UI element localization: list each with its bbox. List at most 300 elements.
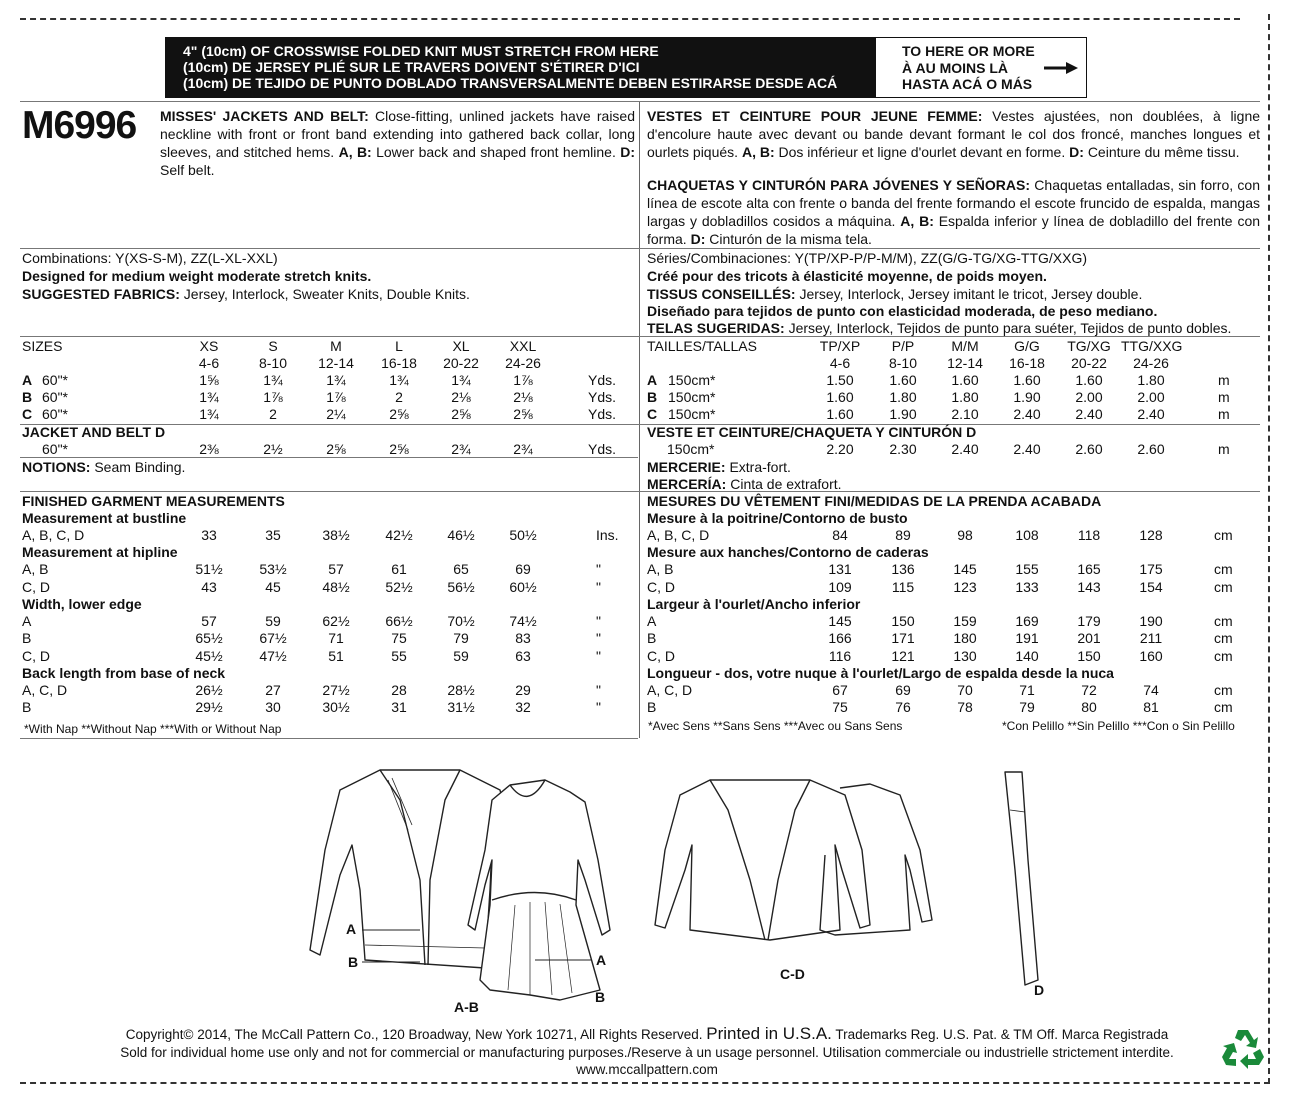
- fr-meas-heading-1: Mesure aux hanches/Contorno de caderas: [647, 544, 929, 561]
- fr-meas-value: 69: [895, 681, 911, 698]
- banner-right-1: TO HERE OR MORE: [902, 43, 1035, 59]
- fr-meas-value: 179: [1077, 612, 1101, 629]
- en-meas-value: 65½: [195, 630, 223, 647]
- fr-view-2: C: [647, 406, 658, 422]
- fr-yardage-value: 1.90: [1013, 389, 1041, 405]
- rule-bottom-en: [20, 738, 638, 739]
- fr-fabrics-text: Jersey, Interlock, Jersey imitant le tricot, Jersey double.: [799, 286, 1143, 302]
- fr-meas-unit: cm: [1214, 561, 1233, 578]
- illus-label-d: D: [1034, 982, 1045, 998]
- copyright-text: Copyright© 2014, The McCall Pattern Co., 120 Broadway, New York 10271, All Rights Reserved.: [125, 1027, 703, 1042]
- fr-notions-label: MERCERIE:: [647, 459, 726, 475]
- en-jacket-belt-value: 2¾: [451, 441, 471, 457]
- fr-combinations: Séries/Combinaciones: Y(TP/XP-P/P-M/M), ZZ(G/G-TG/XG-TTG/XXG): [647, 250, 1088, 266]
- en-size-num-4: 20-22: [443, 355, 479, 371]
- fr-meas-value: 150: [1077, 647, 1101, 664]
- en-yardage-value: 1¾: [326, 372, 346, 388]
- fr-jacket-belt-unit: m: [1218, 441, 1230, 457]
- fr-meas-value: 128: [1139, 527, 1163, 543]
- es-ab-text: Espalda inferior y línea de dobladillo del frente con forma.: [647, 213, 1261, 247]
- usage-notice: Sold for individual home use only and not for commercial or manufacturing purposes./Reserve à un usage personnel. Utilisation commerciale ou industrielle strictement interdite.: [120, 1045, 1174, 1060]
- fr-meas-value: 108: [1015, 527, 1039, 543]
- fr-yardage-value: 1.80: [951, 389, 979, 405]
- right-cut-line: [1268, 14, 1270, 1084]
- en-notions: [22, 459, 185, 476]
- fr-meas-value: 84: [832, 527, 848, 543]
- en-yardage-value: 2⅛: [513, 389, 533, 405]
- fr-yardage-value: 1.60: [1013, 372, 1041, 388]
- fr-meas-unit: cm: [1214, 630, 1233, 647]
- fr-nap-note: *Avec Sens **Sans Sens ***Avec ou Sans Sens: [648, 719, 903, 733]
- fr-jacket-belt-value: 2.60: [1075, 441, 1103, 457]
- fr-meas-value: 159: [953, 612, 977, 629]
- en-jacket-belt-value: 2⅜: [199, 441, 219, 457]
- en-meas-heading-1: Measurement at hipline: [22, 544, 178, 561]
- banner-right-3: HASTA ACÁ O MÁS: [902, 76, 1033, 92]
- en-meas-value: 35: [265, 527, 281, 543]
- en-yardage-value: 2: [269, 406, 277, 422]
- fr-size-1: P/P: [891, 338, 915, 354]
- fr-meas-value: 109: [828, 578, 852, 595]
- fr-jacket-belt-value: 2.30: [889, 441, 917, 457]
- en-meas-value: 29: [515, 681, 531, 698]
- fr-sizes-label: TAILLES/TALLAS: [647, 338, 757, 354]
- fr-meas-value: 191: [1015, 630, 1039, 647]
- fr-meas-value: 133: [1015, 578, 1039, 595]
- website-url: www.mccallpattern.com: [572, 1062, 722, 1077]
- fr-meas-row-label: A: [647, 612, 657, 629]
- banner-line-1: 4" (10cm) OF CROSSWISE FOLDED KNIT MUST STRETCH FROM HERE: [183, 43, 659, 59]
- en-size-num-5: 24-26: [505, 355, 541, 371]
- fr-meas-value: 115: [891, 578, 915, 595]
- fr-meas-value: 165: [1077, 561, 1101, 578]
- arrow-right-icon: [1044, 62, 1078, 74]
- en-meas-unit: ": [596, 612, 601, 629]
- es-notions: [647, 476, 842, 493]
- fr-meas-row-label: B: [647, 630, 657, 647]
- en-meas-value: 30½: [322, 699, 350, 716]
- fr-meas-row-label: C, D: [647, 578, 675, 595]
- fr-yardage-value: 1.80: [1137, 372, 1165, 388]
- en-sizes-label: SIZES: [22, 338, 63, 354]
- en-unit-1: Yds.: [588, 389, 617, 405]
- en-finished-heading: FINISHED GARMENT MEASUREMENTS: [22, 493, 285, 509]
- en-meas-value: 57: [201, 612, 217, 629]
- en-meas-value: 62½: [322, 612, 350, 629]
- fr-yardage-value: 1.90: [889, 406, 917, 422]
- fr-meas-heading-3: Longueur - dos, votre nuque à l'ourlet/Largo de espalda desde la nuca: [647, 664, 1114, 681]
- en-width-2: 60"*: [42, 406, 68, 422]
- fr-jacket-belt-value: 2.40: [1013, 441, 1041, 457]
- en-unit-0: Yds.: [588, 372, 617, 388]
- en-meas-value: 31: [391, 699, 407, 716]
- fr-jacket-belt-value: 2.40: [951, 441, 979, 457]
- fr-meas-value: 190: [1139, 612, 1163, 629]
- es-notions-text: Cinta de extrafort.: [730, 476, 842, 492]
- en-yardage-value: 1⅝: [199, 372, 219, 388]
- en-meas-unit: Ins.: [596, 527, 619, 543]
- en-meas-row-label: A, C, D: [22, 681, 68, 698]
- en-meas-value: 53½: [259, 561, 287, 578]
- fr-fabrics: [647, 286, 1142, 303]
- en-meas-unit: ": [596, 578, 601, 595]
- en-jacket-belt-label: JACKET AND BELT D: [22, 424, 166, 440]
- fr-meas-value: 89: [895, 527, 911, 543]
- en-meas-value: 75: [391, 630, 407, 647]
- en-meas-value: 60½: [509, 578, 537, 595]
- en-width-0: 60"*: [42, 372, 68, 388]
- en-meas-value: 46½: [447, 527, 475, 543]
- fr-meas-value: 121: [891, 647, 915, 664]
- en-nap-note: *With Nap **Without Nap ***With or Without Nap: [24, 722, 282, 736]
- fr-description: [647, 107, 1260, 161]
- fr-fabrics-label: TISSUS CONSEILLÉS:: [647, 286, 796, 302]
- en-ab-label: A, B:: [338, 144, 372, 160]
- en-meas-value: 67½: [259, 630, 287, 647]
- fr-designed: Créé pour des tricots à élasticité moyenne, de poids moyen.: [647, 268, 1047, 284]
- es-description: [647, 176, 1260, 248]
- es-ab-label: A, B:: [900, 213, 934, 229]
- fr-size-3: G/G: [1014, 338, 1040, 354]
- en-view-1: B: [22, 389, 33, 405]
- en-meas-value: 31½: [447, 699, 475, 716]
- en-meas-unit: ": [596, 699, 601, 716]
- illus-label-b: B: [348, 954, 359, 970]
- rule-sizes: [20, 336, 1260, 337]
- es-d-label: D:: [690, 231, 706, 247]
- en-meas-value: 83: [515, 630, 531, 647]
- en-meas-value: 70½: [447, 612, 475, 629]
- fr-meas-unit: cm: [1214, 527, 1233, 543]
- fr-meas-unit: cm: [1214, 699, 1233, 716]
- en-meas-unit: ": [596, 681, 601, 698]
- en-jacket-belt-value: 2⅝: [389, 441, 409, 457]
- en-notions-text: Seam Binding.: [94, 459, 186, 475]
- en-yardage-value: 2⅝: [451, 406, 471, 422]
- belt-d-drawing: [1005, 772, 1038, 985]
- en-jacket-belt-unit: Yds.: [588, 441, 617, 457]
- en-meas-value: 65: [453, 561, 469, 578]
- fr-meas-row-label: B: [647, 699, 657, 716]
- en-meas-unit: ": [596, 630, 601, 647]
- fr-notions: [647, 459, 791, 476]
- fr-d-text: Ceinture du même tissu.: [1087, 144, 1240, 160]
- en-meas-heading-3: Back length from base of neck: [22, 664, 226, 681]
- fr-meas-value: 116: [828, 647, 852, 664]
- illus-label-b2: B: [595, 989, 606, 1005]
- en-meas-value: 30: [265, 699, 281, 716]
- en-meas-value: 27½: [322, 681, 350, 698]
- fr-meas-heading-0: Mesure à la poitrine/Contorno de busto: [647, 510, 908, 526]
- fr-width-0: 150cm*: [668, 372, 716, 388]
- fr-meas-value: 81: [1143, 699, 1159, 716]
- bottom-cut-line: [20, 1082, 1270, 1084]
- es-desc: Chaquetas entalladas, sin forro, con línea de escote alta con frente o banda del frente formando el escote fruncido de espalda, mangas largas y dobladillos cosidos a máquina.: [647, 177, 1260, 229]
- fr-meas-value: 136: [891, 561, 915, 578]
- en-meas-value: 66½: [385, 612, 413, 629]
- en-meas-value: 51: [328, 647, 344, 664]
- fr-yardage-value: 1.60: [826, 406, 854, 422]
- fr-unit-1: m: [1218, 389, 1230, 405]
- es-title: CHAQUETAS Y CINTURÓN PARA JÓVENES Y SEÑORAS:: [647, 177, 1031, 193]
- en-d-label: D:: [620, 144, 636, 160]
- fr-meas-value: 143: [1077, 578, 1101, 595]
- en-meas-value: 57: [328, 561, 344, 578]
- en-meas-unit: ": [596, 561, 601, 578]
- es-fabrics-text: Jersey, Interlock, Tejidos de punto para suéter, Tejidos de punto dobles.: [788, 320, 1232, 336]
- trademarks-text: Trademarks Reg. U.S. Pat. & TM Off. Marca Registrada: [835, 1027, 1169, 1042]
- fr-meas-value: 180: [953, 630, 977, 647]
- en-meas-row-label: B: [22, 630, 32, 647]
- en-meas-value: 45½: [195, 647, 223, 664]
- en-yardage-value: 2⅛: [451, 389, 471, 405]
- banner-line-2: (10cm) DE JERSEY PLIÉ SUR LE TRAVERS DOIVENT S'ÉTIRER D'ICI: [183, 59, 640, 75]
- fr-jacket-belt-value: 2.20: [826, 441, 854, 457]
- en-jacket-belt-width: 60"*: [42, 441, 68, 457]
- fr-meas-row-label: C, D: [647, 647, 675, 664]
- en-notions-label: NOTIONS:: [22, 459, 91, 475]
- rule-top: [20, 101, 1260, 102]
- stretch-gauge-banner: [165, 37, 1087, 98]
- en-size-5: XXL: [509, 338, 537, 354]
- en-meas-value: 28½: [447, 681, 475, 698]
- fr-meas-heading-2: Largeur à l'ourlet/Ancho inferior: [647, 595, 861, 612]
- fr-meas-value: 131: [828, 561, 852, 578]
- en-meas-value: 56½: [447, 578, 475, 595]
- fr-title: VESTES ET CEINTURE POUR JEUNE FEMME:: [647, 108, 983, 124]
- en-yardage-value: 2¼: [326, 406, 346, 422]
- fr-size-num-2: 12-14: [947, 355, 983, 371]
- en-meas-value: 52½: [385, 578, 413, 595]
- rule-finished: [20, 491, 1260, 492]
- fr-yardage-value: 1.50: [826, 372, 854, 388]
- en-meas-value: 63: [515, 647, 531, 664]
- en-yardage-value: 2: [395, 389, 403, 405]
- garment-illustrations: [280, 750, 1080, 1018]
- fr-meas-row-label: A, B: [647, 561, 674, 578]
- es-notions-label: MERCERÍA:: [647, 476, 727, 492]
- fr-meas-value: 78: [957, 699, 973, 716]
- fr-meas-value: 166: [828, 630, 852, 647]
- en-meas-heading-2: Width, lower edge: [22, 595, 142, 612]
- en-width-1: 60"*: [42, 389, 68, 405]
- illus-label-a: A: [346, 921, 357, 937]
- fr-meas-value: 171: [891, 630, 915, 647]
- en-unit-2: Yds.: [588, 406, 617, 422]
- fr-meas-value: 211: [1139, 630, 1163, 647]
- fr-width-1: 150cm*: [668, 389, 716, 405]
- fr-meas-value: 150: [891, 612, 915, 629]
- en-combinations: Combinations: Y(XS-S-M), ZZ(L-XL-XXL): [22, 250, 278, 266]
- fr-meas-row-label: A, B, C, D: [647, 527, 710, 543]
- fr-size-num-3: 16-18: [1009, 355, 1045, 371]
- en-meas-unit: ": [596, 647, 601, 664]
- fr-meas-value: 145: [953, 561, 977, 578]
- en-yardage-value: 2⅝: [389, 406, 409, 422]
- en-title: MISSES' JACKETS AND BELT:: [160, 108, 369, 124]
- en-description: [160, 107, 635, 179]
- en-meas-value: 33: [201, 527, 217, 543]
- en-meas-value: 61: [391, 561, 407, 578]
- en-yardage-value: 1⅞: [326, 389, 346, 405]
- fr-size-2: M/M: [951, 338, 979, 354]
- fr-unit-2: m: [1218, 406, 1230, 422]
- fr-meas-value: 118: [1077, 527, 1101, 543]
- en-size-num-3: 16-18: [381, 355, 417, 371]
- en-meas-value: 27: [265, 681, 281, 698]
- en-meas-value: 79: [453, 630, 469, 647]
- en-meas-value: 26½: [195, 681, 223, 698]
- rule-combinations: [20, 248, 1260, 249]
- fr-meas-row-label: A, C, D: [647, 681, 693, 698]
- fr-meas-value: 145: [828, 612, 852, 629]
- en-designed: Designed for medium weight moderate stretch knits.: [22, 268, 372, 284]
- fr-meas-value: 72: [1081, 681, 1097, 698]
- fr-yardage-value: 1.60: [889, 372, 917, 388]
- fr-view-0: A: [647, 372, 658, 388]
- en-yardage-value: 1¾: [451, 372, 471, 388]
- url-line: [0, 1062, 1294, 1077]
- fr-meas-value: 70: [957, 681, 973, 698]
- fr-notions-text: Extra-fort.: [729, 459, 791, 475]
- fr-size-num-5: 24-26: [1133, 355, 1169, 371]
- fr-meas-value: 160: [1139, 647, 1163, 664]
- top-cut-line: [20, 18, 1240, 20]
- fr-yardage-value: 2.40: [1075, 406, 1103, 422]
- fr-meas-value: 175: [1139, 561, 1163, 578]
- fr-size-0: TP/XP: [819, 338, 861, 354]
- fr-desc: Vestes ajustées, non doublées, à ligne d'encolure haute avec devant ou bande devant formant le col dos froncé, manches longues et ourlets piqués.: [647, 108, 1261, 160]
- en-size-3: L: [395, 338, 403, 354]
- en-meas-row-label: C, D: [22, 647, 50, 664]
- en-meas-value: 32: [515, 699, 531, 716]
- es-fabrics: [647, 320, 1231, 337]
- fr-jacket-belt-label: VESTE ET CEINTURE/CHAQUETA Y CINTURÓN D: [647, 424, 977, 440]
- fr-meas-value: 130: [953, 647, 977, 664]
- en-yardage-value: 1¾: [199, 389, 219, 405]
- fr-yardage-value: 1.60: [951, 372, 979, 388]
- fr-meas-value: 140: [1015, 647, 1039, 664]
- fr-jacket-belt-width: 150cm*: [667, 441, 715, 457]
- en-ab-text: Lower back and shaped front hemline.: [376, 144, 616, 160]
- fr-jacket-belt-value: 2.60: [1137, 441, 1165, 457]
- en-meas-value: 74½: [509, 612, 537, 629]
- en-meas-value: 55: [391, 647, 407, 664]
- fr-size-num-0: 4-6: [829, 355, 851, 371]
- en-meas-value: 51½: [195, 561, 223, 578]
- en-yardage-value: 1⅞: [513, 372, 533, 388]
- fr-meas-value: 201: [1077, 630, 1101, 647]
- en-meas-value: 71: [328, 630, 344, 647]
- fr-yardage-value: 2.40: [1013, 406, 1041, 422]
- en-meas-value: 59: [265, 612, 281, 629]
- fr-finished-heading: MESURES DU VÊTEMENT FINI/MEDIDAS DE LA PRENDA ACABADA: [647, 493, 1102, 509]
- fr-meas-value: 154: [1139, 578, 1163, 595]
- en-meas-row-label: A: [22, 612, 32, 629]
- en-size-4: XL: [452, 338, 470, 354]
- fr-yardage-value: 2.40: [1137, 406, 1165, 422]
- en-size-0: XS: [199, 338, 219, 354]
- banner-right-2: À AU MOINS LÀ: [902, 59, 1009, 76]
- fr-size-5: TTG/XXG: [1121, 338, 1183, 354]
- pattern-number: M6996: [22, 104, 137, 147]
- jacket-c-front-drawing: [655, 780, 870, 940]
- illus-label-ab: A-B: [454, 999, 479, 1015]
- fr-ab-label: A, B:: [741, 144, 775, 160]
- fr-view-1: B: [647, 389, 658, 405]
- es-designed: Diseñado para tejidos de punto con elasticidad moderada, de peso mediano.: [647, 303, 1158, 319]
- en-yardage-value: 2⅝: [513, 406, 533, 422]
- stretch-target-box: [875, 37, 1087, 98]
- fr-width-2: 150cm*: [668, 406, 716, 422]
- fr-meas-value: 79: [1019, 699, 1035, 716]
- en-d-text: Self belt.: [160, 162, 215, 178]
- en-fabrics-text: Jersey, Interlock, Sweater Knits, Double Knits.: [183, 286, 470, 302]
- en-meas-row-label: B: [22, 699, 32, 716]
- en-meas-value: 45: [265, 578, 281, 595]
- en-size-1: S: [268, 338, 278, 354]
- printed-in: Printed in U.S.A.: [706, 1024, 832, 1043]
- en-size-2: M: [330, 338, 342, 354]
- fr-yardage-value: 2.10: [951, 406, 979, 422]
- en-meas-value: 43: [201, 578, 217, 595]
- en-meas-row-label: A, B, C, D: [22, 527, 85, 543]
- en-meas-value: 50½: [509, 527, 537, 543]
- es-d-text: Cinturón de la misma tela.: [709, 231, 872, 247]
- fr-meas-unit: cm: [1214, 612, 1233, 629]
- fr-meas-value: 74: [1143, 681, 1159, 698]
- en-meas-value: 38½: [322, 527, 350, 543]
- en-meas-value: 69: [515, 561, 531, 578]
- fr-ab-text: Dos inférieur et ligne d'ourlet devant en forme.: [778, 144, 1066, 160]
- fr-meas-value: 98: [957, 527, 973, 543]
- fr-size-4: TG/XG: [1067, 338, 1111, 354]
- fr-size-num-1: 8-10: [888, 355, 918, 371]
- fr-meas-value: 71: [1019, 681, 1035, 698]
- banner-line-3: (10cm) DE TEJIDO DE PUNTO DOBLADO TRANSVERSALMENTE DEBEN ESTIRARSE DESDE ACÁ: [183, 75, 838, 91]
- en-meas-value: 29½: [195, 699, 223, 716]
- fr-meas-unit: cm: [1214, 578, 1233, 595]
- illus-label-a2: A: [596, 952, 607, 968]
- en-meas-value: 48½: [322, 578, 350, 595]
- en-jacket-belt-value: 2⅝: [326, 441, 346, 457]
- fr-meas-value: 155: [1015, 561, 1039, 578]
- fr-unit-0: m: [1218, 372, 1230, 388]
- en-meas-row-label: A, B: [22, 561, 49, 578]
- es-nap-note: *Con Pelillo **Sin Pelillo ***Con o Sin Pelillo: [1002, 719, 1235, 733]
- en-meas-row-label: C, D: [22, 578, 50, 595]
- fr-yardage-value: 2.00: [1137, 389, 1165, 405]
- copyright-line: [0, 1024, 1294, 1044]
- fr-d-label: D:: [1069, 144, 1084, 160]
- en-fabrics-label: SUGGESTED FABRICS:: [22, 286, 180, 302]
- en-meas-value: 28: [391, 681, 407, 698]
- rule-jacket-belt: [20, 424, 1260, 425]
- recycle-icon: [1220, 1028, 1266, 1070]
- fr-meas-value: 75: [832, 699, 848, 716]
- fr-meas-unit: cm: [1214, 681, 1233, 698]
- column-divider: [639, 102, 640, 738]
- fr-meas-value: 76: [895, 699, 911, 716]
- en-fabrics: [22, 286, 470, 303]
- en-meas-heading-0: Measurement at bustline: [22, 510, 187, 526]
- illus-label-cd: C-D: [780, 966, 805, 982]
- fr-meas-value: 169: [1015, 612, 1039, 629]
- en-jacket-belt-value: 2½: [263, 441, 283, 457]
- en-yardage-value: 1¾: [389, 372, 409, 388]
- en-size-num-2: 12-14: [318, 355, 354, 371]
- en-yardage-value: 1¾: [263, 372, 283, 388]
